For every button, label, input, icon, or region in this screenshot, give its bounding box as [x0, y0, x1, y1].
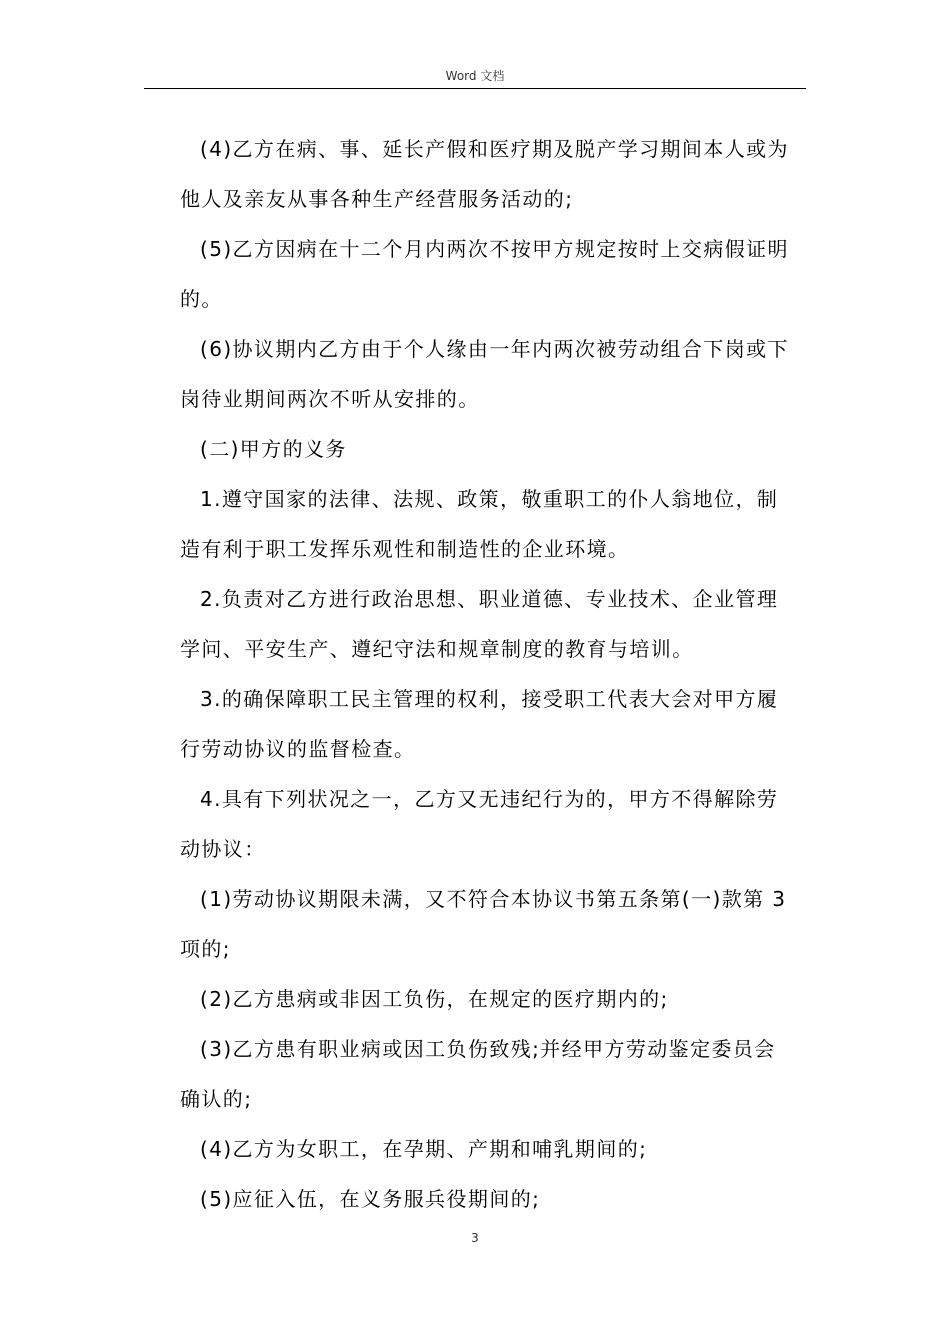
text-line: (5)乙方因病在十二个月内两次不按甲方规定按时上交病假证明	[200, 237, 789, 261]
text-line: 项的;	[180, 937, 231, 961]
text-line: 动协议：	[180, 837, 266, 861]
text-line: (4)乙方为女职工，在孕期、产期和哺乳期间的;	[200, 1137, 648, 1161]
paragraph	[180, 674, 806, 774]
text-line: 的。	[180, 287, 223, 311]
paragraph	[180, 574, 806, 674]
text-line: 他人及亲友从事各种生产经营服务活动的;	[180, 187, 574, 211]
text-line: 3.的确保障职工民主管理的权利，接受职工代表大会对甲方履	[200, 687, 779, 711]
document-body	[180, 124, 806, 1224]
text-line: (1)劳动协议期限未满，又不符合本协议书第五条第(一)款第 3	[200, 887, 787, 911]
paragraph	[180, 324, 806, 424]
text-line: 确认的;	[180, 1087, 253, 1111]
paragraph	[180, 774, 806, 874]
text-line: 造有利于职工发挥乐观性和制造性的企业环境。	[180, 537, 630, 561]
paragraph	[180, 224, 806, 324]
text-line: 行劳动协议的监督检查。	[180, 737, 416, 761]
text-line: (二)甲方的义务	[200, 437, 347, 461]
text-line: (2)乙方患病或非因工负伤，在规定的医疗期内的;	[200, 987, 669, 1011]
paragraph	[180, 1174, 806, 1224]
header-title: Word 文档	[445, 69, 505, 83]
section-heading	[180, 424, 806, 474]
paragraph	[180, 1024, 806, 1124]
text-line: (5)应征入伍，在义务服兵役期间的;	[200, 1187, 541, 1211]
text-line: (3)乙方患有职业病或因工负伤致残;并经甲方劳动鉴定委员会	[200, 1037, 776, 1061]
text-line: 2.负责对乙方进行政治思想、职业道德、专业技术、企业管理	[200, 587, 779, 611]
text-line: 岗待业期间两次不听从安排的。	[180, 387, 480, 411]
text-line: 4.具有下列状况之一，乙方又无违纪行为的，甲方不得解除劳	[200, 787, 779, 811]
text-line: (6)协议期内乙方由于个人缘由一年内两次被劳动组合下岗或下	[200, 337, 789, 361]
text-line: 学问、平安生产、遵纪守法和规章制度的教育与培训。	[180, 637, 694, 661]
paragraph	[180, 874, 806, 974]
paragraph	[180, 124, 806, 224]
paragraph	[180, 974, 806, 1024]
page-number: 3	[471, 1231, 479, 1245]
text-line: 1.遵守国家的法律、法规、政策，敬重职工的仆人翁地位，制	[200, 487, 779, 511]
text-line: (4)乙方在病、事、延长产假和医疗期及脱产学习期间本人或为	[200, 137, 789, 161]
paragraph	[180, 474, 806, 574]
page-header	[144, 66, 806, 89]
paragraph	[180, 1124, 806, 1174]
